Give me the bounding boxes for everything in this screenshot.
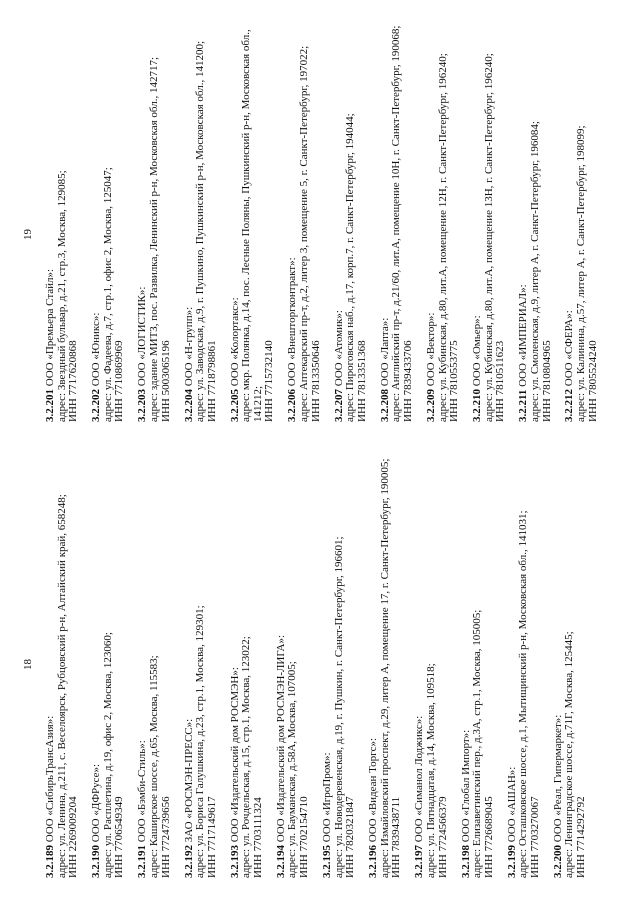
company-address: адрес: Английский пр-т, д.21/60, лит.А, помещение 10Н, г. Санкт-Петербург, 190068; — [390, 25, 403, 422]
company-name: ООО «ДФРусе»: — [90, 763, 103, 843]
company-name: ООО «АШАН»: — [505, 766, 518, 843]
company-name: ООО «Н-групп»: — [182, 306, 195, 387]
company-address: адрес: Аптекарский пр-т, д.2, литер 3, помещение 5, г. Санкт-Петербург, 197022; — [298, 45, 311, 422]
company-address: адрес: ул. Бауманская, д.58А, Москва, 107005; — [286, 661, 299, 878]
registry-entry — [184, 453, 219, 878]
registry-entry — [507, 453, 542, 878]
company-inn: ИНН 2269009204 — [67, 796, 80, 878]
company-address: адрес: ул. Рочдельская, д.15, стр.1, Москва, 123022; — [240, 636, 253, 878]
page-number-right: 19 — [22, 229, 34, 240]
company-name: ООО «Бэмби-Стиль»: — [136, 740, 149, 843]
registry-entry — [334, 0, 369, 422]
registry-entry — [184, 0, 219, 422]
company-inn: ИНН 7703111324 — [251, 797, 264, 878]
entry-number: 3.2.194 — [274, 845, 287, 878]
entry-number: 3.2.206 — [286, 389, 299, 422]
entry-number: 3.2.193 — [228, 845, 241, 878]
company-address: адрес: ул. Кубинская, д.80, лит.А, помещение 12Н, г. Санкт-Петербург, 196240; — [436, 53, 449, 422]
company-name: ООО «СибирьТрансАзия»: — [44, 715, 56, 843]
company-name: ООО «ИгроПром»: — [321, 752, 334, 843]
company-inn: ИНН 7813351368 — [355, 340, 368, 422]
registry-entry — [91, 453, 126, 878]
company-inn: ИНН 7726689045 — [482, 796, 495, 878]
entry-number: 3.2.210 — [471, 389, 484, 422]
registry-entry — [380, 0, 415, 422]
registry-entry — [461, 453, 496, 878]
company-address: адрес: ул. Расплетина, д.19, офис 2, Москва, 123060; — [101, 632, 114, 878]
registry-entry — [137, 453, 172, 878]
entry-number: 3.2.195 — [321, 845, 334, 878]
company-inn: ИНН 7805524240 — [586, 340, 599, 422]
registry-entry — [472, 0, 507, 422]
company-inn: ИНН 7702154710 — [298, 796, 311, 878]
company-name: ООО «Колортакс»: — [228, 297, 241, 387]
company-inn: ИНН 7810553775 — [448, 340, 461, 422]
company-name: ООО «СФЕРА»: — [563, 310, 576, 387]
entry-number: 3.2.204 — [182, 389, 195, 422]
entry-number: 3.2.190 — [90, 845, 103, 878]
entry-heading — [426, 0, 438, 422]
company-address: адрес: Пироговская наб., д.17, корп.7, г. Санкт-Петербург, 194044; — [344, 113, 357, 422]
registry-entry — [553, 453, 588, 878]
company-inn: ИНН 7710869969 — [113, 340, 126, 422]
company-address: адрес: ул. Кубинская, д.80, лит.А, помещение 13Н, г. Санкт-Петербург, 196240; — [482, 53, 495, 422]
company-inn: ИНН 7703270067 — [528, 796, 541, 878]
company-address: адрес: Измайловский проспект, д.29, литер А, помещение 17, г. Санкт-Петербург, 190005; — [378, 458, 391, 878]
entry-number: 3.2.209 — [424, 389, 437, 422]
company-name: ООО «Омьер»: — [471, 315, 484, 387]
registry-entry — [426, 0, 461, 422]
company-name: ООО «Атомик»: — [332, 310, 345, 387]
right-page-column — [45, 0, 611, 422]
entry-number: 3.2.211 — [517, 389, 530, 422]
company-address: адрес: ул. Пятнадцатая, д.14, Москва, 109518; — [424, 663, 437, 878]
company-address: адрес: ул. Заводская, д.9, г. Пушкино, Пушкинский р-н, Московская обл., 141200; — [194, 40, 207, 422]
registry-entry — [414, 453, 449, 878]
registry-entry — [230, 0, 276, 422]
entry-number: 3.2.196 — [367, 845, 380, 878]
company-name: ООО «Симанол Лоджикс»: — [413, 715, 426, 843]
company-inn: ИНН 7724566379 — [436, 796, 449, 878]
entry-number: 3.2.207 — [332, 389, 345, 422]
company-name: ЗАО «РОСМЭН-ПРЕСС»: — [182, 718, 195, 843]
entry-number: 3.2.200 — [551, 845, 564, 878]
company-name: ООО «Вектор»: — [424, 312, 437, 387]
company-name: ООО «Издательский дом РОСМЭН»: — [228, 667, 241, 843]
registry-entry — [276, 453, 311, 878]
entry-number: 3.2.203 — [136, 389, 149, 422]
company-inn: ИНН 7717149617 — [205, 796, 218, 878]
registry-entry — [287, 0, 322, 422]
company-address: адрес: ул. Бориса Галушкина, д.23, стр.1, Москва, 129301; — [194, 605, 207, 878]
registry-entry — [564, 0, 599, 422]
registry-entry — [230, 453, 265, 878]
entry-number: 3.2.192 — [182, 845, 195, 878]
company-inn: ИНН 7724739656 — [159, 796, 172, 878]
registry-entry — [322, 453, 357, 878]
registry-entry — [137, 0, 172, 422]
company-address: адрес: мкр. Полянка, д.14, пос. Лесные Поляны, Пушкинский р-н, Московская обл., 141212; — [240, 29, 264, 422]
company-name: ООО «ИМПЕРИАЛ»: — [517, 284, 530, 387]
entry-heading — [472, 0, 484, 422]
company-inn: ИНН 7820321847 — [344, 796, 357, 878]
entry-number: 3.2.191 — [136, 845, 149, 878]
company-name: ООО «Лапта»: — [378, 317, 391, 387]
entry-heading — [45, 0, 57, 422]
registry-entry — [45, 453, 80, 878]
company-address: адрес: ул. Смоленская, д.9, литер А, г. Санкт-Петербург, 196084; — [528, 121, 541, 422]
company-address: адрес: здание МИТЗ, пос. Развилка, Ленинский р-н, Московская обл., 142717; — [147, 56, 160, 422]
company-inn: ИНН 7813350646 — [309, 340, 322, 422]
page-number-left: 18 — [22, 659, 34, 670]
company-name: ООО «Видеан Торгс»: — [367, 737, 380, 843]
company-address: адрес: ул. Фадеева, д.7, стр.1, офис 2, Москва, 125047; — [101, 167, 114, 422]
entry-number: 3.2.205 — [228, 389, 241, 422]
entry-heading — [322, 453, 334, 878]
left-page-column — [45, 453, 599, 878]
company-inn: ИНН 7714292792 — [575, 796, 588, 878]
company-name: ООО «Внешторгконтракт»: — [286, 257, 299, 387]
company-address: адрес: ул. Новодеревенская, д.19, г. Пушкин, г. Санкт-Петербург, 196601; — [332, 536, 345, 878]
registry-entry — [45, 0, 80, 422]
company-name: ООО «Юникс»: — [90, 312, 103, 387]
company-name: ООО «Реал, Гипермаркет»: — [551, 714, 564, 843]
registry-entry — [518, 0, 553, 422]
entry-number: 3.2.189 — [44, 845, 56, 878]
company-inn: ИНН 7810511623 — [494, 340, 507, 422]
company-name: ООО «Глобал Импорт»: — [459, 729, 472, 843]
company-address: адрес: ул. Ленина, д.211, с. Веселоярск, Рубцовский р-н, Алтайский край, 658248; — [55, 494, 68, 878]
company-address: адрес: ул. Калинина, д.57, литер А, г. Санкт-Петербург, 198099; — [575, 125, 588, 422]
company-address: адрес: Елизаветинский пер., д.3А, стр.1, Москва, 105005; — [471, 609, 484, 878]
company-inn: ИНН 7706549349 — [113, 796, 126, 878]
company-inn: ИНН 7839438711 — [390, 796, 403, 878]
entry-number: 3.2.198 — [459, 845, 472, 878]
entry-number: 3.2.199 — [505, 845, 518, 878]
company-inn: ИНН 7717620868 — [67, 340, 80, 422]
company-address: адрес: Ленинградское шоссе, д.71Г, Москва, 125445; — [563, 631, 576, 878]
entry-number: 3.2.202 — [90, 389, 103, 422]
company-inn: ИНН 7839433706 — [401, 340, 414, 422]
entry-number: 3.2.208 — [378, 389, 391, 422]
company-inn: ИНН 5003065196 — [159, 340, 172, 422]
company-inn: ИНН 7810804965 — [540, 340, 553, 422]
company-address: адрес: Звездный бульвар, д.21, стр.3, Москва, 129085; — [55, 170, 68, 422]
company-name: ООО «ЛОГИСТИК»: — [136, 286, 149, 387]
company-address: адрес: Осташковское шоссе, д.1, Мытищинский р-н, Московская обл., 141031; — [517, 510, 530, 878]
company-name: ООО «Издательский дом РОСМЭН-ЛИГА»: — [274, 634, 287, 843]
company-address: адрес: Каширское шоссе, д.65, Москва, 115583; — [147, 655, 160, 878]
company-inn: ИНН 7718798861 — [205, 340, 218, 422]
registry-entry — [91, 0, 126, 422]
company-inn: ИНН 7715732140 — [263, 340, 276, 422]
entry-heading — [45, 453, 57, 878]
company-name: ООО «Премьера Стайл»: — [44, 268, 56, 387]
entry-number: 3.2.201 — [44, 389, 56, 422]
registry-entry — [368, 453, 403, 878]
entry-number: 3.2.212 — [563, 389, 576, 422]
entry-number: 3.2.197 — [413, 845, 426, 878]
